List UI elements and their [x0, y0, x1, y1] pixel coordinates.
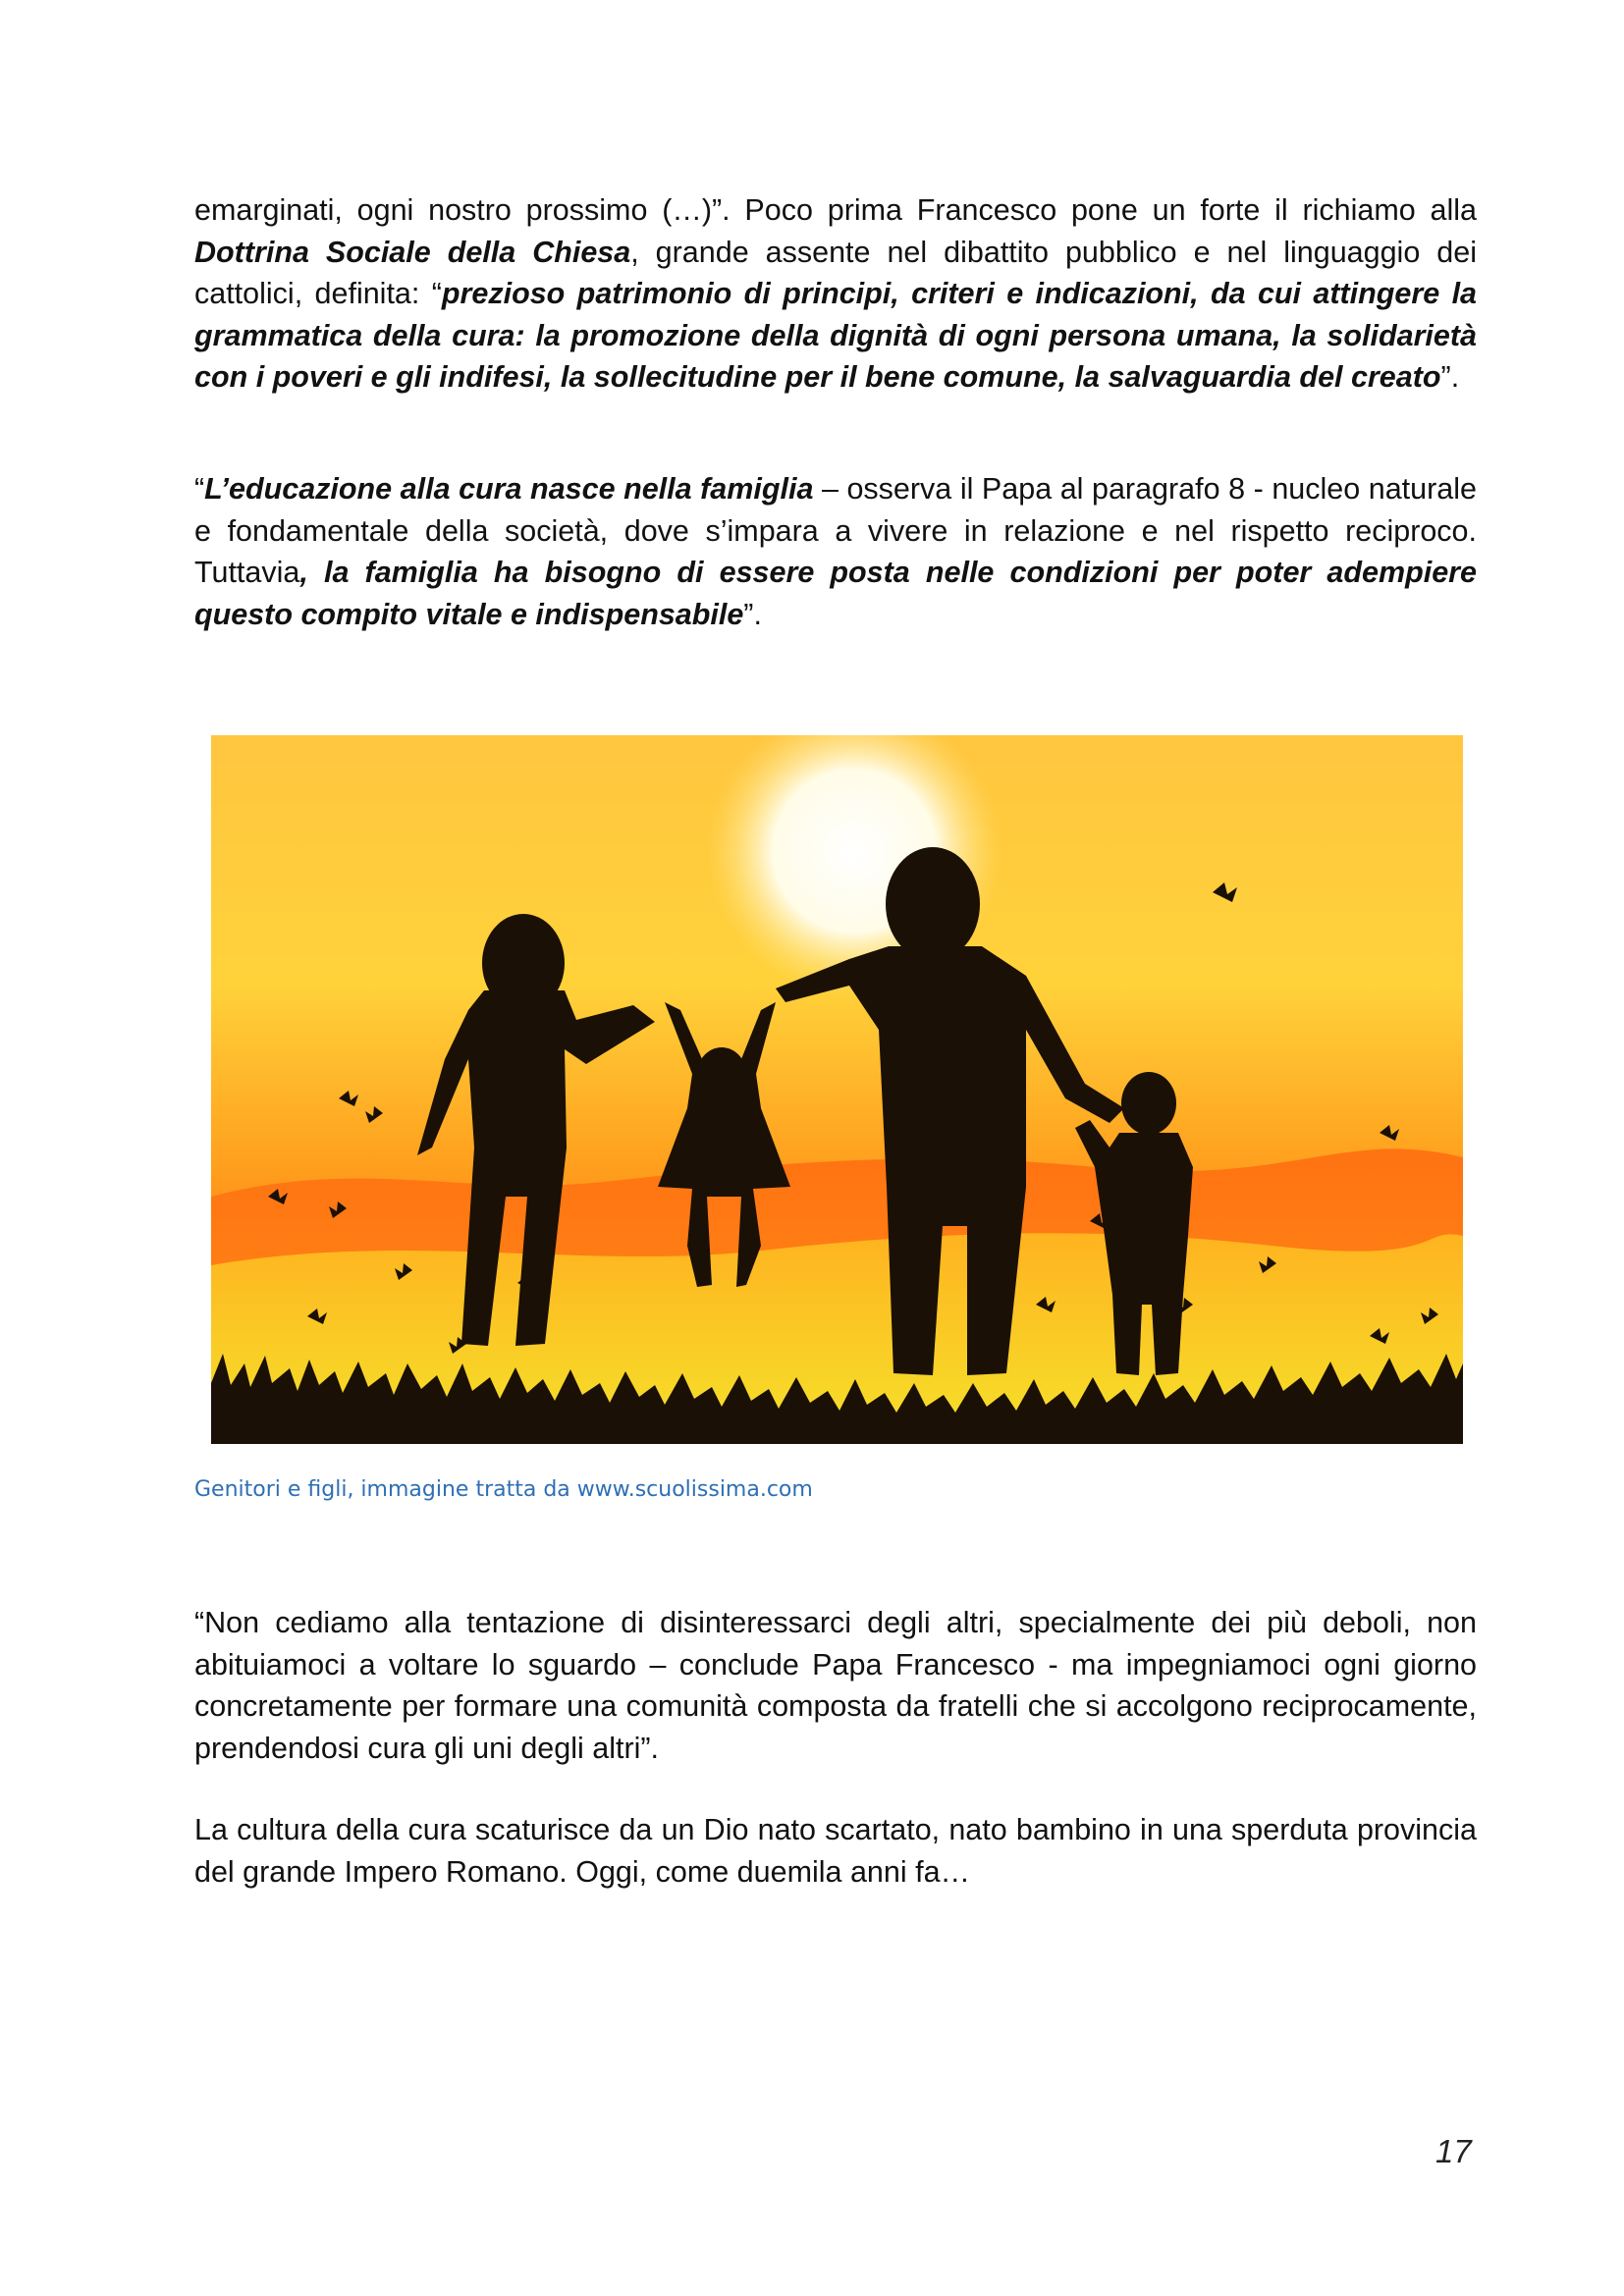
sunset-family-image: [211, 735, 1463, 1444]
p1-text-2: , grande assente nel dibattito pubblico e nel linguaggio dei cattolici, definita: “: [194, 235, 1477, 310]
figure-caption: Genitori e figli, immagine tratta da www.scuolissima.com: [194, 1477, 813, 1502]
p2-text-1: “: [194, 472, 205, 506]
p2-text-3: ”.: [743, 597, 762, 631]
p2-bold-1: L’educazione alla cura nasce nella famiglia: [204, 472, 814, 506]
page-number: 17: [1435, 2133, 1472, 2169]
family-silhouette-illustration: [211, 735, 1463, 1444]
paragraph-educazione-famiglia: [194, 468, 1477, 635]
paragraph-dottrina-sociale: [194, 189, 1477, 399]
p1-bold-2: prezioso patrimonio di principi, criteri e indicazioni, da cui attingere la grammatica della cura: la promozione della dignità di ogni persona umana, la solidarietà con i poveri e gli indifesi, la sollecitudine per il bene comune, la salvaguardia del creato: [194, 277, 1478, 394]
p2-bold-2: , la famiglia ha bisogno di essere posta nelle condizioni per poter adempiere questo compito vitale e indispensabile: [194, 556, 1477, 631]
p2-text-2: – osserva il Papa al paragrafo 8 - nucleo naturale e fondamentale della società, dove s’impara a vivere in relazione e nel rispetto reciproco. Tuttavia: [194, 472, 1477, 589]
paragraph-cultura-cura: La cultura della cura scaturisce da un Dio nato scartato, nato bambino in una sperduta provincia del grande Impero Romano. Oggi, come duemila anni fa…: [194, 1813, 1477, 1889]
p1-bold-1: Dottrina Sociale della Chiesa: [194, 235, 631, 269]
p1-text-3: ”.: [1440, 360, 1460, 394]
paragraph-non-cediamo: “Non cediamo alla tentazione di disinteressarci degli altri, specialmente dei più deboli, non abituiamoci a voltare lo sguardo – conclude Papa Francesco - ma impegniamoci ogni giorno concretamente per formare una comunità composta da fratelli che si accolgono reciprocamente, prendendosi cura gli uni degli altri”.: [194, 1606, 1477, 1765]
p1-text-1: emarginati, ogni nostro prossimo (…)”. Poco prima Francesco pone un forte il richiamo alla: [194, 193, 1477, 227]
